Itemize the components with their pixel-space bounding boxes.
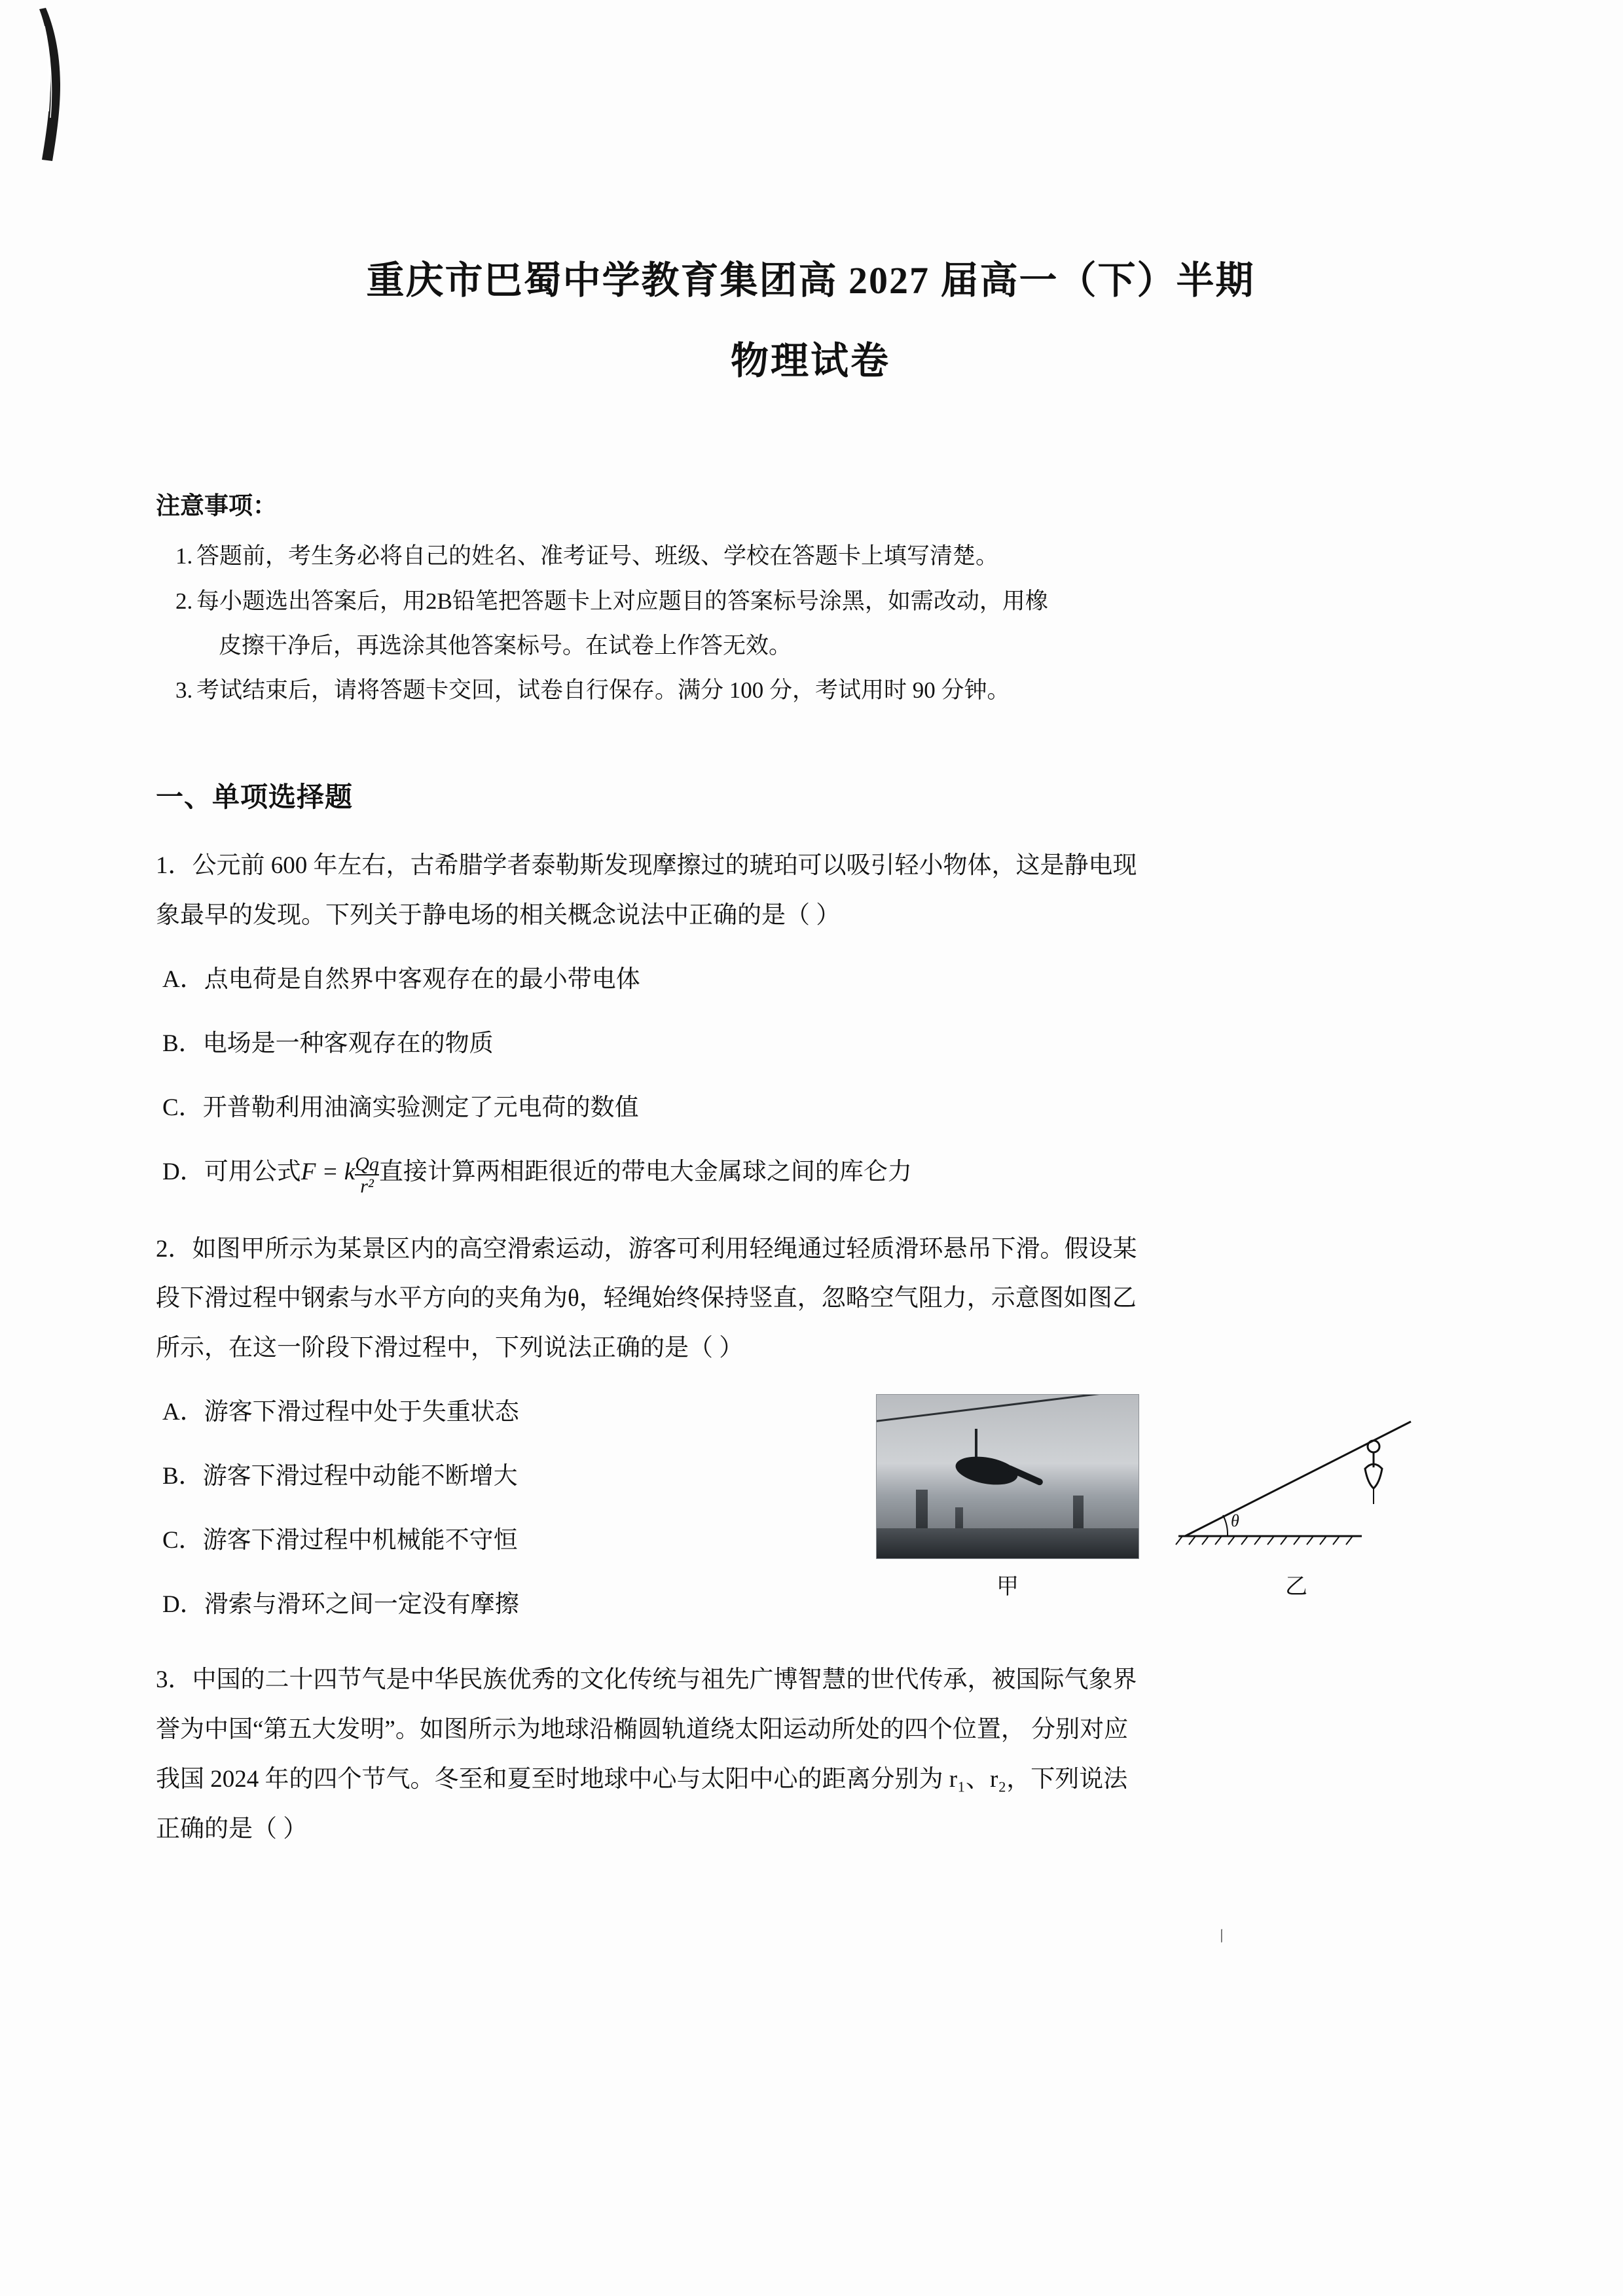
question-2-option-b [156, 1452, 863, 1501]
notice-item-2-text: 每小题选出答案后，用2B铅笔把答题卡上对应题目的答案标号涂黑，如需改动，用橡 [196, 588, 1048, 614]
page-subtitle: 物理试卷 [730, 340, 890, 383]
question-1-number: 1． [156, 852, 192, 880]
angle-theta-label: θ [1231, 1511, 1239, 1531]
notice-item-2-number: 2. [175, 588, 193, 614]
coulomb-formula-prefix: F = k [301, 1158, 356, 1185]
figure-yi-caption: 乙 [1285, 1575, 1307, 1600]
question-2-option-c-text: 游客下滑过程中机械能不守恒 [202, 1526, 518, 1554]
scan-binding-artifact [26, 7, 79, 164]
notice-item-3 [156, 668, 1465, 713]
question-2-number: 2． [156, 1235, 192, 1263]
zipline-cable [876, 1394, 1139, 1423]
photo-zipline [876, 1394, 1139, 1559]
question-1-option-d-text-after: 直接计算两相距很近的带电大金属球之间的库仑力 [378, 1158, 912, 1185]
question-2-option-d-label: D． [162, 1590, 204, 1618]
question-2-line3: 所示，在这一阶段下滑过程中，下列说法正确的是（ ） [156, 1335, 744, 1362]
figure-jia-caption: 甲 [996, 1575, 1019, 1600]
document-body [156, 0, 1465, 1854]
notice-item-1-text: 答题前，考生务必将自己的姓名、准考证号、班级、学校在答题卡上填写清楚。 [196, 543, 999, 569]
question-3-number: 3． [156, 1666, 192, 1694]
question-1-stem [156, 841, 1465, 941]
question-1-option-d-label: D． [162, 1158, 204, 1185]
question-3-line1: 中国的二十四节气是中华民族优秀的文化传统与祖先广博智慧的世代传承，被国际气象界 [192, 1666, 1137, 1694]
question-2-line2: 段下滑过程中钢索与水平方向的夹角为θ，轻绳始终保持竖直，忽略空气阻力，示意图如图乙 [156, 1285, 1137, 1312]
notice-item-3-number: 3. [175, 677, 193, 704]
question-1-option-a [156, 955, 1465, 1005]
question-1-line1: 公元前 600 年左右，古希腊学者泰勒斯发现摩擦过的琥珀可以吸引轻小物体，这是静电现 [192, 852, 1137, 880]
notice-heading: 注意事项： [156, 493, 277, 520]
notice-item-3-text: 考试结束后，请将答题卡交回，试卷自行保存。满分 100 分，考试用时 90 分钟。 [196, 677, 1010, 704]
diagram-incline [1165, 1395, 1427, 1559]
question-2-option-b-text: 游客下滑过程中动能不断增大 [202, 1462, 518, 1490]
question-2-option-a-text: 游客下滑过程中处于失重状态 [204, 1399, 519, 1426]
notice-item-2-text-cont: 皮擦干净后，再选涂其他答案标号。在试卷上作答无效。 [219, 632, 792, 658]
page-title: 重庆市巴蜀中学教育集团高 2027 届高一（下）半期 [366, 259, 1255, 302]
figure-jia [876, 1394, 1139, 1600]
notice-list [156, 534, 1465, 713]
notice-item-2 [156, 579, 1465, 669]
question-1-option-b [156, 1019, 1465, 1069]
question-2-option-b-label: B． [162, 1462, 203, 1490]
question-1-option-d-text: 可用公式 [204, 1158, 301, 1185]
notice-item-1 [156, 534, 1465, 579]
question-3-line2: 誉为中国“第五大发明”。如图所示为地球沿椭圆轨道绕太阳运动所处的四个位置， 分别对应 [156, 1716, 1129, 1744]
question-2-option-c-label: C． [162, 1526, 203, 1554]
question-1-option-a-label: A． [162, 966, 204, 994]
question-2-option-a-label: A． [162, 1399, 204, 1426]
question-2-figures [876, 1394, 1465, 1600]
question-2-option-d-text: 滑索与滑环之间一定没有摩擦 [204, 1590, 519, 1618]
question-1-option-a-text: 点电荷是自然界中客观存在的最小带电体 [204, 966, 640, 994]
skyline [877, 1528, 1139, 1558]
section-heading-single-choice: 一、单项选择题 [156, 783, 354, 814]
notice-block [156, 483, 1465, 713]
question-1-line2: 象最早的发现。下列关于静电场的相关概念说法中正确的是（ ） [156, 902, 841, 929]
question-2-option-c [156, 1516, 863, 1566]
page-bottom-tick: 丨 [1214, 1928, 1230, 1945]
question-2-option-d [156, 1580, 863, 1630]
coulomb-formula-fraction [355, 1154, 379, 1198]
question-2-option-a [156, 1388, 863, 1437]
question-2-options [156, 1388, 863, 1629]
question-1-option-c-label: C． [162, 1094, 203, 1121]
question-2-stem [156, 1225, 1465, 1374]
coulomb-formula-numerator: Qq [355, 1153, 379, 1175]
question-3-line3: 我国 2024 年的四个节气。冬至和夏至时地球中心与太阳中心的距离分别为 r₁、r₂，下列说法 [156, 1766, 1128, 1793]
question-3-stem [156, 1655, 1465, 1854]
figure-yi [1165, 1395, 1427, 1600]
question-1-option-b-label: B． [162, 1030, 203, 1057]
question-1-option-d [156, 1147, 1465, 1198]
question-3-line4: 正确的是（ ） [156, 1815, 308, 1842]
question-2-body [156, 1388, 1465, 1629]
notice-item-1-number: 1. [175, 543, 193, 569]
question-1-option-c-text: 开普勒利用油滴实验测定了元电荷的数值 [202, 1094, 639, 1121]
question-1-option-c [156, 1083, 1465, 1133]
coulomb-formula-denominator: r² [355, 1174, 379, 1198]
question-1-option-b-text: 电场是一种客观存在的物质 [202, 1030, 494, 1057]
question-2-line1: 如图甲所示为某景区内的高空滑索运动，游客可利用轻绳通过轻质滑环悬吊下滑。假设某 [192, 1235, 1137, 1263]
